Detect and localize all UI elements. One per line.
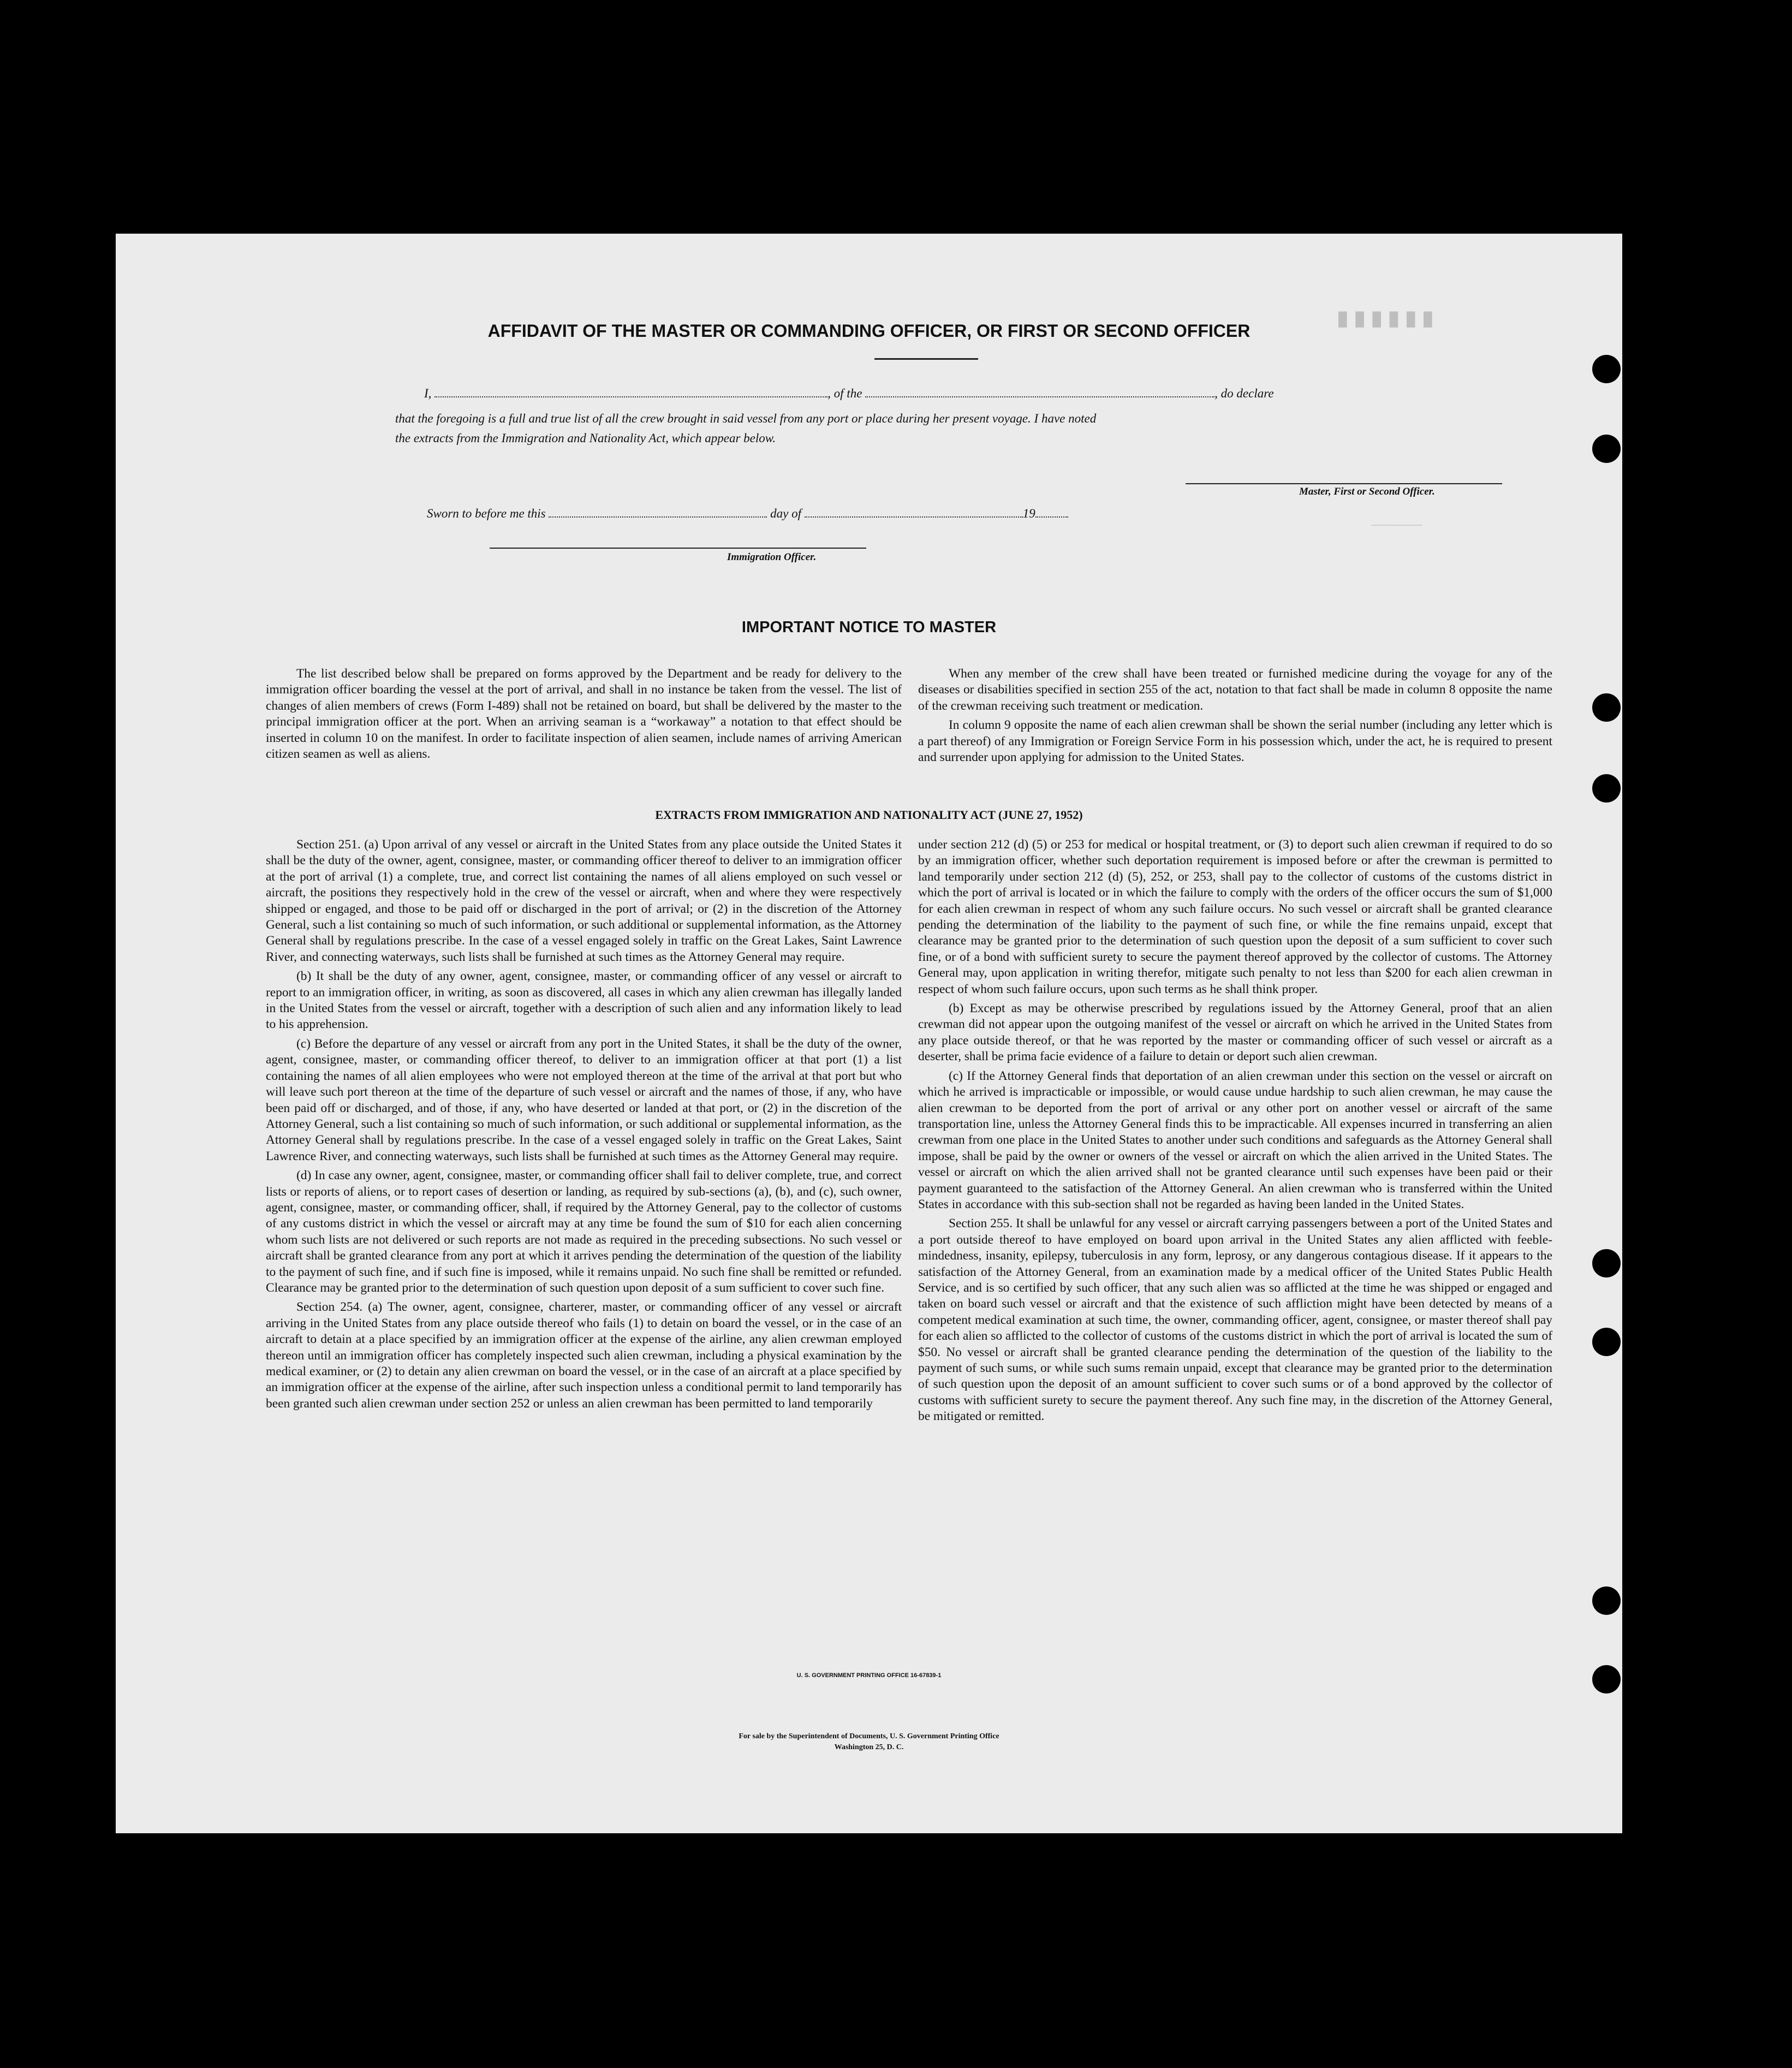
sworn-day-field[interactable] — [549, 506, 767, 518]
punch-hole — [1592, 693, 1621, 722]
sworn-line — [427, 506, 1068, 521]
document-page — [116, 234, 1622, 1833]
section-254-a-cont: under section 212 (d) (5) or 253 for medical or hospital treatment, or (3) to deport such alien crewman if required to do so by an immigration officer, whether such deportation requirement is imposed before or after the crewman is permitted to land temporarily under section 212 (d) (5), 252, or 253, shall pay to the collector of customs of the customs district in which the port of arrival is located or in which the failure to comply with the orders of the officer occurs the sum of $1,000 for each alien crewman in respect of whom any such failure occurs. No such vessel or aircraft shall be granted clearance pending the determination of the liability to the payment of such fine, or while the fine remains unpaid, except that clearance may be granted prior to the determination of such question upon the deposit of a sum sufficient to cover such fine, or of a bond with sufficient surety to secure the payment thereof approved by the collector of customs. The Attorney General may, upon application in writing therefor, mitigate such penalty to not less than $200 for each alien crewman in respect of whom such failure occurs, upon such terms as he shall think proper. — [918, 837, 1552, 996]
notice-paragraph: In column 9 opposite the name of each alien crewman shall be shown the serial number (including any letter which is a part thereof) of any Immigration or Foreign Service Form in his possession which, under the act, he is required to present and surrender upon applying for admission to the United States. — [918, 718, 1552, 765]
section-254-a: Section 254. (a) The owner, agent, consignee, charterer, master, or commanding officer of any vessel or aircraft arriving in the United States from any place outside thereof who fails (1) to detain on board the vessel, or in the case of an aircraft to detain at a place specified by an immigration officer at the expense of the airline, any alien crewman employed thereon until an immigration officer has completely inspected such alien crewman, including a physical examination by the medical examiner, or (2) to detain any alien crewman on board the vessel, or in the case of an aircraft at a place specified by an immigration officer at the expense of the airline, after such inspection unless a conditional permit to land temporarily has been granted such alien crewman under section 252 or unless an alien crewman has been permitted to land temporarily — [266, 1300, 902, 1411]
section-254-b: (b) Except as may be otherwise prescribed by regulations issued by the Attorney General, proof that an alien crewman did not appear upon the outgoing manifest of the vessel or aircraft on which he arrived in the United States from any place outside thereof, or that he was reported by the master or commanding officer of such vessel or aircraft as a deserter, shall be prima facie evidence of a failure to detain or deport such alien crewman. — [918, 1001, 1552, 1064]
affidavit-title: AFFIDAVIT OF THE MASTER OR COMMANDING OFFICER, OR FIRST OR SECOND OFFICER — [487, 321, 1251, 341]
title-rule — [874, 358, 978, 360]
section-255: Section 255. It shall be unlawful for any vessel or aircraft carrying passengers between a port of the United States and a port outside thereof to have employed on board upon arrival in the United States any alien afflicted with feeble-mindedness, insanity, epilepsy, tuberculosis in any form, leprosy, or any dangerous contagious disease. If it appears to the satisfaction of the Attorney General, from an examination made by a medical officer of the United States Public Health Service, and is so certified by such officer, that any such alien was so afflicted at the time he was shipped or engaged and taken on board such vessel or aircraft and that the existence of such affliction might have been detected by means of a competent medical examination at such time, the owner, commanding officer, agent, consignee, or master thereof shall pay for each alien so afflicted to the collector of customs of the customs district in which the port of arrival is located the sum of $50. No vessel or aircraft shall be granted clearance pending the determination of the question of the liability to the payment of such sums, or while such sums remain unpaid, except that clearance may be granted prior to the determination of such question upon the deposit of an amount sufficient to cover such sums or of a bond approved by the collector of customs with sufficient surety to secure the payment thereof. Any such fine may, in the discretion of the Attorney General, be mitigated or remitted. — [918, 1216, 1552, 1424]
i-label: I, — [424, 387, 432, 400]
declarant-line — [424, 385, 1274, 401]
punch-hole — [1592, 435, 1621, 463]
sworn-label: Sworn to before me this — [427, 507, 546, 520]
punch-hole — [1592, 1328, 1621, 1356]
day-of-label: day of — [770, 507, 801, 520]
punch-hole — [1592, 1249, 1621, 1277]
notice-right-column — [918, 666, 1552, 769]
punch-hole — [1592, 774, 1621, 803]
officer-label: Immigration Officer. — [727, 551, 817, 563]
master-label: Master, First or Second Officer. — [1299, 486, 1435, 497]
sale-notice-line-2: Washington 25, D. C. — [834, 1743, 904, 1751]
notice-paragraph: The list described below shall be prepared on forms approved by the Department and be ready for delivery to the immigration officer boarding the vessel at the port of arrival, and shall in no instance be taken from the vessel. The list of changes of alien members of crews (Form I-489) shall not be retained on board, but shall be delivered by the master to the principal immigration officer at the port. When an arriving seaman is a “workaway” a notation to that effect should be inserted in column 10 on the manifest. In order to facilitate inspection of alien seamen, include names of arriving American citizen seamen as well as aliens. — [266, 667, 902, 762]
section-254-c: (c) If the Attorney General finds that deportation of an alien crewman under this section on the vessel or aircraft on which he arrived is impracticable or impossible, or would cause undue hardship to such alien crewman, he may cause the alien crewman to be deported from the port of arrival or any other port on another vessel or aircraft of the same transportation line, unless the Attorney General finds this to be impracticable. All expenses incurred in transferring an alien crewman from one place in the United States to another under such conditions and safeguards as the Attorney General shall impose, shall be paid by the owner or owners of the vessel or aircraft on which the alien arrived in the United States. The vessel or aircraft on which the alien arrived shall not be granted clearance until such expenses have been paid or their payment guaranteed to the satisfaction of the Attorney General. An alien crewman who is transferred within the United States in accordance with this sub-section shall not be regarded as having been landed in the United States. — [918, 1068, 1552, 1211]
punch-hole — [1592, 355, 1621, 383]
statement-line-1: that the foregoing is a full and true list of all the crew brought in said vessel from any port or place during her present voyage. I have noted — [395, 412, 1097, 425]
do-declare-label: , do declare — [1214, 387, 1274, 400]
of-the-label: , of the — [827, 387, 862, 400]
extracts-title: EXTRACTS FROM IMMIGRATION AND NATIONALITY ACT (JUNE 27, 1952) — [655, 808, 1083, 822]
sworn-year-field[interactable] — [1035, 506, 1068, 518]
bleed-through-text: ────── — [1371, 518, 1422, 534]
extracts-left-column — [266, 837, 902, 1415]
year-prefix: 19 — [1022, 507, 1035, 520]
punch-hole — [1592, 1586, 1621, 1615]
section-251-b: (b) It shall be the duty of any owner, agent, consignee, master, or commanding officer of any vessel or aircraft to report to an immigration officer, in writing, as soon as discovered, all cases in which any alien crewman has illegally landed in the United States from the vessel or aircraft, together with a description of such alien and any information likely to lead to his apprehension. — [266, 969, 902, 1032]
gpo-imprint: U. S. GOVERNMENT PRINTING OFFICE 16-67839-1 — [796, 1672, 942, 1679]
sale-notice-line-1: For sale by the Superintendent of Documents, U. S. Government Printing Office — [739, 1732, 999, 1740]
punch-hole — [1592, 1665, 1621, 1693]
notice-left-column — [266, 666, 902, 765]
signature-line — [1186, 483, 1502, 484]
section-251-c: (c) Before the departure of any vessel or aircraft from any port in the United States, it shall be the duty of the owner, agent, consignee, master, or commanding officer thereof, to deliver to an immigration officer at that port (1) a list containing the names of all alien employees who were not employed thereon at the time of the arrival at that port but who will leave such port thereon at the time of the departure of such vessel or aircraft and the names of those, if any, who have been paid off or discharged, and of those, if any, who have deserted or landed at that port, or (2) in the discretion of the Attorney General, such a list containing so much of such information, or such additional or supplemental information, as the Attorney General shall by regulations prescribe. In the case of a vessel engaged solely in traffic on the Great Lakes, Saint Lawrence River, and connecting waterways, such lists shall be furnished at such times as the Attorney General may require. — [266, 1036, 902, 1163]
name-field[interactable] — [434, 385, 827, 397]
sworn-month-field[interactable] — [805, 506, 1023, 518]
notice-title: IMPORTANT NOTICE TO MASTER — [741, 619, 997, 636]
statement-line-2: the extracts from the Immigration and Nationality Act, which appear below. — [395, 431, 776, 445]
notice-paragraph: When any member of the crew shall have been treated or furnished medicine during the voyage for any of the diseases or disabilities specified in section 255 of the act, notation to that fact shall be made in column 8 opposite the name of the crewman receiving such treatment or medication. — [918, 667, 1552, 713]
extracts-right-column — [918, 837, 1552, 1428]
vessel-field[interactable] — [865, 385, 1214, 397]
bleed-through-text: █ █ █ █ █ █ — [1338, 311, 1432, 328]
section-251-a: Section 251. (a) Upon arrival of any vessel or aircraft in the United States from any place outside the United States it shall be the duty of the owner, agent, consignee, master, or commanding officer thereof to deliver to an immigration officer at the port of arrival (1) a complete, true, and correct list containing the names of all aliens employed on such vessel or aircraft, the positions they respectively hold in the crew of the vessel or aircraft, when and where they were respectively shipped or engaged, and those to be paid off or discharged in the port of arrival; or (2) in the discretion of the Attorney General, such a list containing so much of such information, or such additional or supplemental information, as the Attorney General shall by regulations prescribe. In the case of a vessel engaged solely in traffic on the Great Lakes, Saint Lawrence River, and connecting waterways, such lists shall be furnished at such times as the Attorney General may require. — [266, 837, 902, 964]
section-251-d: (d) In case any owner, agent, consignee, master, or commanding officer shall fail to deliver complete, true, and correct lists or reports of aliens, or to report cases of desertion or landing, as required by sub-sections (a), (b), and (c), such owner, agent, consignee, master, or commanding officer, shall, if required by the Attorney General, pay to the collector of customs of any customs district in which the vessel or aircraft may at any time be found the sum of $10 for each alien concerning whom such lists are not delivered or such reports are not made as required in the preceding subsections. No such vessel or aircraft shall be granted clearance from any port at which it arrives pending the determination of the question of the liability to the payment of such fine, and if such fine is imposed, while it remains unpaid. No such fine shall be remitted or refunded. Clearance may be granted prior to the determination of such question upon deposit of a sum sufficient to cover such fine. — [266, 1168, 902, 1295]
officer-signature-line — [490, 548, 866, 549]
